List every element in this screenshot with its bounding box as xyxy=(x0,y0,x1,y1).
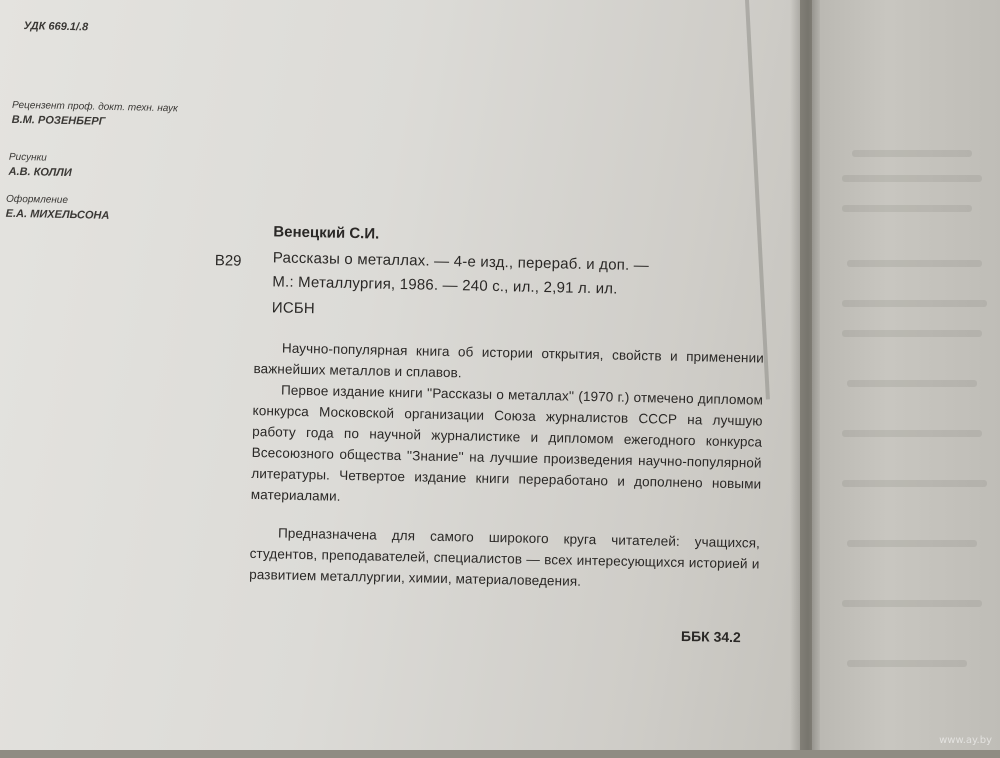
abstract-text-3: Предназначена для самого широкого круга читателей: учащихся, студентов, преподавателей, специалистов — всех интересующихся историей и развитием металлургии, химии, материаловедения. xyxy=(249,525,761,589)
catalog-line-1: Рассказы о металлах. — 4-е изд., перераб. и доп. — xyxy=(272,249,650,275)
abstract-text-1: Научно-популярная книга об истории открытия, свойств и применении важнейших металлов и сплавов. xyxy=(253,340,765,381)
catalog-line-3: ИСБН xyxy=(271,299,316,318)
catalog-line-2: М.: Металлургия, 1986. — 240 с., ил., 2,91 л. ил. xyxy=(272,273,618,298)
credit-illustrations-name: А.В. КОЛЛИ xyxy=(8,165,72,180)
abstract-paragraph-3 xyxy=(249,522,760,596)
bbk-code: ББК 34.2 xyxy=(680,627,741,646)
catalog-code: В29 xyxy=(214,252,242,270)
credit-reviewer-role: Рецензент проф. докт. техн. наук xyxy=(11,99,178,115)
abstract-text-2: Первое издание книги ''Рассказы о металлах'' (1970 г.) отмечено дипломом конкурса Московской организации Союза журналистов СССР на лучшую работу года по научной журналистике и дипломом ежегодного конкурса Всесоюзного общества ''Знание'' на лучшие произведения научно-популярной литературы. Четвертое издание книги переработано и дополнено новыми материалами. xyxy=(250,382,764,504)
credit-illustrations-role: Рисунки xyxy=(8,151,47,164)
credit-design-name: Е.А. МИХЕЛЬСОНА xyxy=(5,207,110,222)
credit-design-role: Оформление xyxy=(5,193,69,207)
catalog-author: Венецкий С.И. xyxy=(273,223,380,243)
credit-reviewer-name: В.М. РОЗЕНБЕРГ xyxy=(11,113,106,128)
abstract-paragraph-2 xyxy=(251,379,764,516)
udc-code: УДК 669.1/.8 xyxy=(23,20,89,34)
watermark: www.ay.by xyxy=(939,735,992,746)
right-page xyxy=(812,0,1000,750)
